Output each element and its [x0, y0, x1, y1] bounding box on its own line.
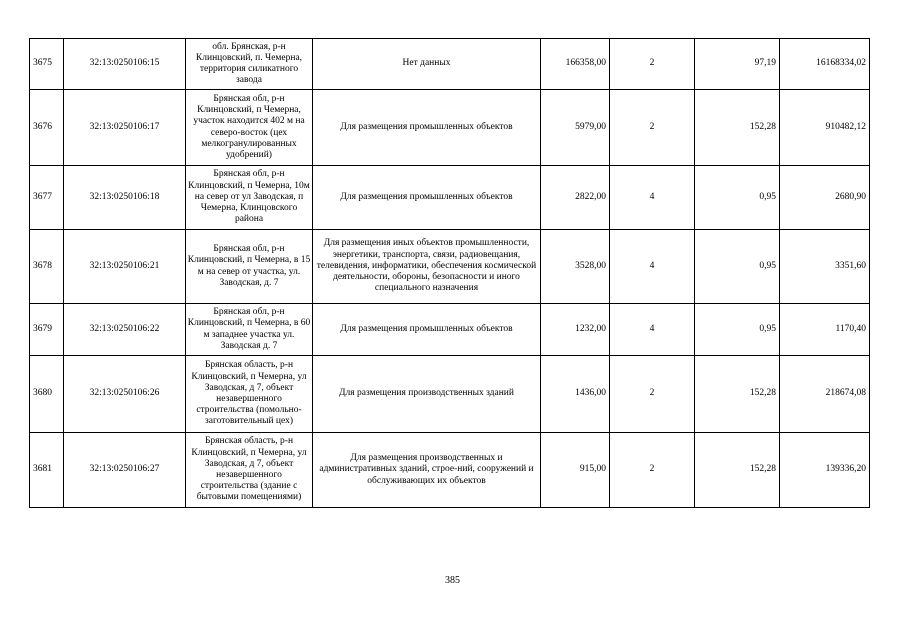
specific-value: 0,95 — [695, 304, 780, 356]
table-row — [30, 90, 870, 166]
page-number: 385 — [445, 575, 460, 586]
group: 2 — [610, 90, 695, 166]
cadastral-number: 32:13:0250106:27 — [64, 433, 186, 508]
specific-value: 152,28 — [695, 356, 780, 433]
cadastral-value: 1170,40 — [780, 304, 870, 356]
group: 4 — [610, 304, 695, 356]
permitted-use: Для размещения иных объектов промышленности, энергетики, транспорта, связи, радиовещания, телевидения, информатики, обеспечения космической деятельности, обороны, безопасности и иного специального назначения — [313, 230, 541, 304]
permitted-use: Для размещения промышленных объектов — [313, 166, 541, 230]
specific-value: 97,19 — [695, 39, 780, 90]
row-number: 3679 — [30, 304, 64, 356]
address: Брянская область, р-н Клинцовский, п Чемерна, ул Заводская, д 7, объект незавершенного строительства (помольно-заготовительный цех) — [186, 356, 313, 433]
cadastral-value-table — [29, 38, 870, 508]
cadastral-value: 218674,08 — [780, 356, 870, 433]
cadastral-value: 16168334,02 — [780, 39, 870, 90]
row-number: 3680 — [30, 356, 64, 433]
group: 2 — [610, 356, 695, 433]
specific-value: 152,28 — [695, 90, 780, 166]
cadastral-number: 32:13:0250106:22 — [64, 304, 186, 356]
group: 4 — [610, 166, 695, 230]
permitted-use: Для размещения промышленных объектов — [313, 90, 541, 166]
specific-value: 0,95 — [695, 166, 780, 230]
table-row — [30, 433, 870, 508]
area: 3528,00 — [541, 230, 610, 304]
cadastral-number: 32:13:0250106:17 — [64, 90, 186, 166]
table-row — [30, 304, 870, 356]
table-row — [30, 230, 870, 304]
cadastral-number: 32:13:0250106:21 — [64, 230, 186, 304]
row-number: 3677 — [30, 166, 64, 230]
row-number: 3678 — [30, 230, 64, 304]
permitted-use: Нет данных — [313, 39, 541, 90]
area: 166358,00 — [541, 39, 610, 90]
specific-value: 0,95 — [695, 230, 780, 304]
group: 2 — [610, 433, 695, 508]
table-row — [30, 166, 870, 230]
table-row — [30, 356, 870, 433]
address: Брянская обл, р-н Клинцовский, п Чемерна, в 15 м на север от участка, ул. Заводская, д. 7 — [186, 230, 313, 304]
address: Брянская обл, р-н Клинцовский, п Чемерна, участок находится 402 м на северо-восток (цех мелкогранулированных удобрений) — [186, 90, 313, 166]
group: 4 — [610, 230, 695, 304]
group: 2 — [610, 39, 695, 90]
permitted-use: Для размещения производственных зданий — [313, 356, 541, 433]
row-number: 3681 — [30, 433, 64, 508]
row-number: 3676 — [30, 90, 64, 166]
cadastral-value: 3351,60 — [780, 230, 870, 304]
row-number: 3675 — [30, 39, 64, 90]
area: 915,00 — [541, 433, 610, 508]
cadastral-value: 2680,90 — [780, 166, 870, 230]
permitted-use: Для размещения промышленных объектов — [313, 304, 541, 356]
address: обл. Брянская, р-н Клинцовский, п. Чемерна, территория силикатного завода — [186, 39, 313, 90]
address: Брянская область, р-н Клинцовский, п Чемерна, ул Заводская, д 7, объект незавершенного строительства (здание с бытовыми помещениями) — [186, 433, 313, 508]
cadastral-value: 910482,12 — [780, 90, 870, 166]
area: 5979,00 — [541, 90, 610, 166]
address: Брянская обл, р-н Клинцовский, п Чемерна, 10м на север от ул Заводская, п Чемерна, Клинцовского района — [186, 166, 313, 230]
area: 2822,00 — [541, 166, 610, 230]
area: 1232,00 — [541, 304, 610, 356]
area: 1436,00 — [541, 356, 610, 433]
cadastral-value: 139336,20 — [780, 433, 870, 508]
specific-value: 152,28 — [695, 433, 780, 508]
cadastral-number: 32:13:0250106:18 — [64, 166, 186, 230]
cadastral-number: 32:13:0250106:15 — [64, 39, 186, 90]
permitted-use: Для размещения производственных и административных зданий, строе-ний, сооружений и обслуживающих их объектов — [313, 433, 541, 508]
address: Брянская обл, р-н Клинцовский, п Чемерна, в 60 м западнее участка ул. Заводская д. 7 — [186, 304, 313, 356]
table-row — [30, 39, 870, 90]
cadastral-number: 32:13:0250106:26 — [64, 356, 186, 433]
